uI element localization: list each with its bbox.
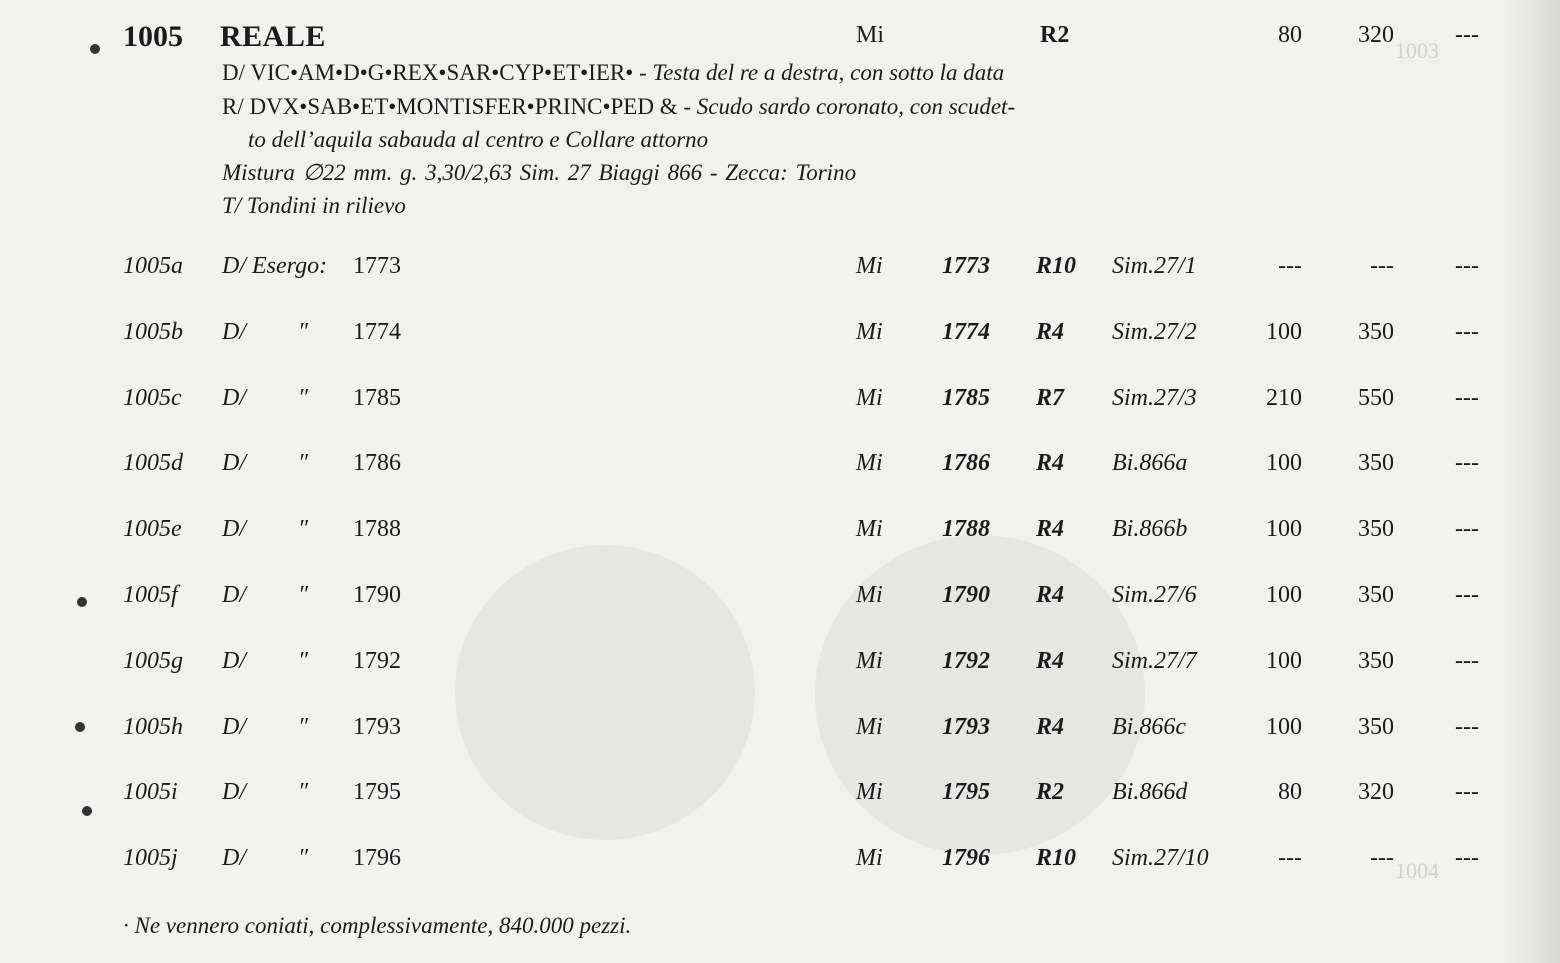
variety-metal: Mi	[856, 385, 883, 411]
variety-rarity: R10	[1036, 845, 1077, 871]
variety-rarity: R4	[1036, 319, 1065, 345]
obverse-label: D/ Esergo:	[222, 253, 328, 279]
variety-reference: Sim.27/3	[1112, 385, 1197, 411]
ditto-mark: ″	[298, 450, 308, 476]
variety-value-3: ---	[1455, 516, 1479, 542]
variety-metal: Mi	[856, 582, 883, 608]
variety-number: 1005g	[123, 648, 183, 674]
table-row	[0, 516, 1560, 552]
show-through-text: 1003	[1395, 38, 1439, 63]
variety-year: 1793	[353, 714, 401, 740]
variety-value-2: 550	[1358, 385, 1394, 411]
variety-year-bold: 1793	[942, 714, 990, 740]
entry-name: REALE	[220, 20, 326, 53]
show-through-text: 1004	[1395, 858, 1439, 883]
variety-value-2: 350	[1358, 648, 1394, 674]
entry-metal: Mi	[856, 22, 885, 48]
variety-reference: Bi.866b	[1112, 516, 1188, 542]
ditto-mark: ″	[298, 516, 308, 542]
variety-year: 1788	[353, 516, 401, 542]
entry-value-3: ---	[1455, 22, 1479, 48]
variety-year: 1796	[353, 845, 401, 871]
obverse-legend: D/ VIC•AM•D•G•REX•SAR•CYP•ET•IER•	[222, 60, 634, 85]
variety-reference: Sim.27/2	[1112, 319, 1197, 345]
obverse-label: D/	[222, 582, 246, 608]
variety-reference: Bi.866c	[1112, 714, 1186, 740]
variety-metal: Mi	[856, 516, 883, 542]
variety-value-3: ---	[1455, 385, 1479, 411]
variety-metal: Mi	[856, 714, 883, 740]
ditto-mark: ″	[298, 779, 308, 805]
table-row	[0, 450, 1560, 486]
variety-year-bold: 1792	[942, 648, 990, 674]
variety-reference: Sim.27/10	[1112, 845, 1209, 871]
variety-year-bold: 1774	[942, 319, 990, 345]
variety-rarity: R4	[1036, 648, 1065, 674]
variety-value-3: ---	[1455, 450, 1479, 476]
variety-rarity: R2	[1036, 779, 1065, 805]
variety-year: 1773	[353, 253, 401, 279]
ditto-mark: ″	[298, 714, 308, 740]
variety-value-2: ---	[1370, 253, 1394, 279]
variety-rarity: R4	[1036, 516, 1065, 542]
variety-value-3: ---	[1455, 845, 1479, 871]
variety-value-3: ---	[1455, 779, 1479, 805]
variety-number: 1005a	[123, 253, 183, 279]
ditto-mark: ″	[298, 648, 308, 674]
variety-value-2: 350	[1358, 516, 1394, 542]
variety-year: 1795	[353, 779, 401, 805]
variety-value-3: ---	[1455, 714, 1479, 740]
variety-value-2: 350	[1358, 319, 1394, 345]
variety-value-3: ---	[1455, 253, 1479, 279]
variety-value-3: ---	[1455, 319, 1479, 345]
table-row	[0, 845, 1560, 881]
margin-mark	[90, 44, 100, 54]
ditto-mark: ″	[298, 385, 308, 411]
variety-value-1: 100	[1266, 648, 1302, 674]
obverse-label: D/	[222, 714, 246, 740]
variety-value-3: ---	[1455, 582, 1479, 608]
variety-number: 1005e	[123, 516, 182, 542]
specs-line: Mistura ∅22 mm. g. 3,30/2,63 Sim. 27 Biaggi 866 - Zecca: Torino	[222, 160, 857, 185]
variety-metal: Mi	[856, 779, 883, 805]
variety-year-bold: 1786	[942, 450, 990, 476]
variety-value-1: 100	[1266, 319, 1302, 345]
obverse-label: D/	[222, 319, 246, 345]
variety-year-bold: 1785	[942, 385, 990, 411]
variety-value-1: ---	[1278, 253, 1302, 279]
table-row	[0, 319, 1560, 355]
variety-number: 1005j	[123, 845, 178, 871]
variety-number: 1005d	[123, 450, 183, 476]
variety-number: 1005h	[123, 714, 183, 740]
variety-year: 1792	[353, 648, 401, 674]
obverse-sep: -	[633, 60, 653, 85]
variety-metal: Mi	[856, 845, 883, 871]
obverse-label: D/	[222, 385, 246, 411]
variety-metal: Mi	[856, 319, 883, 345]
variety-number: 1005i	[123, 779, 178, 805]
variety-value-1: 100	[1266, 714, 1302, 740]
variety-year-bold: 1796	[942, 845, 990, 871]
variety-number: 1005b	[123, 319, 183, 345]
variety-reference: Sim.27/7	[1112, 648, 1197, 674]
variety-year: 1790	[353, 582, 401, 608]
table-row	[0, 582, 1560, 618]
variety-value-3: ---	[1455, 648, 1479, 674]
variety-number: 1005c	[123, 385, 182, 411]
variety-metal: Mi	[856, 253, 883, 279]
variety-metal: Mi	[856, 648, 883, 674]
variety-value-2: 350	[1358, 450, 1394, 476]
edge-line: T/ Tondini in rilievo	[222, 193, 406, 218]
entry-rarity: R2	[1040, 22, 1070, 48]
variety-metal: Mi	[856, 450, 883, 476]
entry-number: 1005	[123, 20, 183, 53]
reverse-line	[222, 94, 1015, 120]
reverse-description: Scudo sardo coronato, con scudet-	[696, 94, 1016, 119]
reverse-description-cont: to dell’aquila sabauda al centro e Collare attorno	[248, 127, 709, 152]
variety-year: 1785	[353, 385, 401, 411]
variety-value-1: 210	[1266, 385, 1302, 411]
obverse-label: D/	[222, 779, 246, 805]
reverse-sep: -	[677, 94, 697, 119]
reverse-legend: R/ DVX•SAB•ET•MONTISFER•PRINC•PED &	[222, 94, 678, 119]
variety-value-2: ---	[1370, 845, 1394, 871]
variety-number: 1005f	[123, 582, 178, 608]
ditto-mark: ″	[298, 319, 308, 345]
variety-value-1: 100	[1266, 582, 1302, 608]
obverse-line	[222, 60, 1004, 86]
table-row	[0, 385, 1560, 421]
entry-value-1: 80	[1278, 22, 1302, 48]
variety-reference: Bi.866a	[1112, 450, 1188, 476]
variety-value-1: 100	[1266, 450, 1302, 476]
variety-value-1: 80	[1278, 779, 1302, 805]
variety-year: 1786	[353, 450, 401, 476]
table-row	[0, 648, 1560, 684]
variety-rarity: R4	[1036, 450, 1065, 476]
obverse-label: D/	[222, 845, 246, 871]
obverse-label: D/	[222, 516, 246, 542]
variety-rarity: R4	[1036, 582, 1065, 608]
obverse-label: D/	[222, 450, 246, 476]
variety-rarity: R7	[1036, 385, 1065, 411]
variety-year-bold: 1773	[942, 253, 990, 279]
variety-value-1: ---	[1278, 845, 1302, 871]
variety-value-2: 350	[1358, 582, 1394, 608]
obverse-label: D/	[222, 648, 246, 674]
variety-rarity: R4	[1036, 714, 1065, 740]
footnote: · Ne vennero coniati, complessivamente, 840.000 pezzi.	[123, 913, 632, 938]
table-row	[0, 714, 1560, 750]
table-row	[0, 253, 1560, 289]
ditto-mark: ″	[298, 582, 308, 608]
variety-reference: Bi.866d	[1112, 779, 1188, 805]
variety-year-bold: 1795	[942, 779, 990, 805]
table-row	[0, 779, 1560, 815]
variety-year-bold: 1790	[942, 582, 990, 608]
variety-year-bold: 1788	[942, 516, 990, 542]
variety-rarity: R10	[1036, 253, 1077, 279]
variety-year: 1774	[353, 319, 401, 345]
ditto-mark: ″	[298, 845, 308, 871]
variety-value-2: 350	[1358, 714, 1394, 740]
obverse-description: Testa del re a destra, con sotto la data	[652, 60, 1005, 85]
entry-value-2: 320	[1358, 22, 1394, 48]
variety-value-2: 320	[1358, 779, 1394, 805]
variety-reference: Sim.27/6	[1112, 582, 1197, 608]
variety-value-1: 100	[1266, 516, 1302, 542]
variety-reference: Sim.27/1	[1112, 253, 1197, 279]
